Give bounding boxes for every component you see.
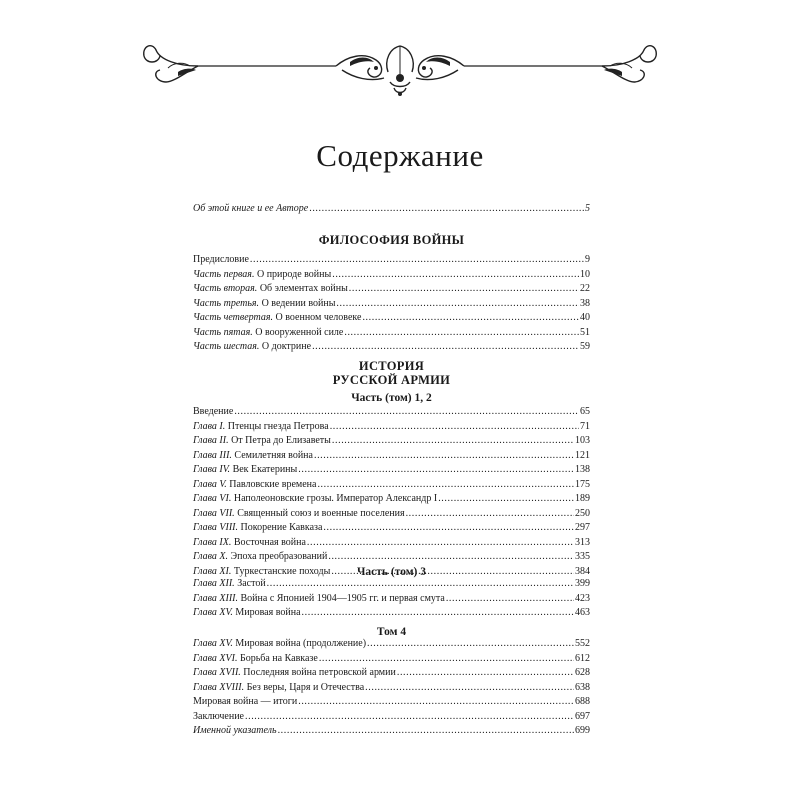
entry-page: 628 [575, 667, 590, 678]
subsection-title-part1: Часть (том) 1, 2 [351, 392, 432, 404]
dot-leader [309, 202, 584, 217]
toc-entry[interactable] [193, 282, 590, 297]
dot-leader [245, 710, 574, 725]
entry-label: Об этой книге и ее Авторе [193, 203, 309, 214]
entry-prefix: Глава I. [193, 420, 226, 432]
dot-leader [367, 637, 574, 652]
entry-label: Введение [193, 406, 234, 417]
entry-prefix: Глава XII. [193, 578, 235, 589]
entry-label: Семилетняя война [234, 449, 313, 461]
entry-page: 175 [575, 478, 590, 490]
entry-label: О ведении войны [261, 297, 336, 309]
toc-part3 [193, 577, 590, 621]
entry-page: 9 [585, 254, 590, 265]
dot-leader [298, 695, 574, 710]
entry-label: Именной указатель [193, 725, 277, 736]
entry-prefix: Глава VIII. [193, 522, 239, 533]
entry-label: Предисловие [193, 254, 249, 265]
entry-prefix: Часть четвертая. [193, 312, 274, 323]
toc-entry[interactable] [193, 253, 590, 268]
entry-page: 65 [580, 406, 590, 417]
entry-label: Об элементах войны [259, 283, 348, 294]
entry-label: О природе войны [256, 268, 332, 280]
toc-entry[interactable] [193, 507, 590, 522]
entry-label: Мировая война (продолжение) [235, 638, 367, 649]
dot-leader [302, 606, 574, 621]
toc-philosophy [193, 253, 590, 355]
entry-label: Мировая война [235, 607, 301, 618]
entry-label: О военном человеке [275, 312, 362, 323]
entry-page: 399 [575, 578, 590, 589]
dot-leader [446, 592, 574, 607]
entry-page: 423 [575, 592, 590, 604]
entry-label: Застой [237, 578, 266, 589]
entry-prefix: Глава XV. [193, 638, 233, 649]
dot-leader [278, 724, 574, 739]
toc-entry[interactable] [193, 478, 590, 493]
toc-entry[interactable] [193, 521, 590, 536]
entry-label: Без веры, Царя и Отечества [246, 681, 365, 693]
entry-prefix: Глава VII. [193, 507, 235, 519]
entry-prefix: Часть третья. [193, 297, 260, 309]
dot-leader [314, 449, 574, 464]
dot-leader [330, 420, 579, 435]
entry-label: Война с Японией 1904—1905 гг. и первая смута [240, 592, 445, 604]
entry-prefix: Глава XVIII. [193, 681, 245, 693]
entry-prefix: Глава V. [193, 478, 227, 490]
entry-prefix: Часть шестая. [193, 341, 260, 352]
subsection-title-tom4: Том 4 [376, 626, 407, 638]
toc-entry[interactable] [193, 652, 590, 667]
entry-label: Павловские времена [229, 478, 317, 490]
toc-entry[interactable] [193, 405, 590, 420]
toc-entry[interactable] [193, 202, 590, 217]
entry-page: 22 [580, 283, 590, 294]
entry-label: О вооруженной силе [255, 326, 344, 338]
dot-leader [397, 666, 574, 681]
entry-prefix: Часть вторая. [193, 283, 258, 294]
entry-page: 250 [575, 507, 590, 519]
toc-entry[interactable] [193, 550, 590, 565]
dot-leader [438, 492, 574, 507]
entry-label: От Петра до Елизаветы [231, 435, 331, 446]
entry-prefix: Глава X. [193, 551, 229, 562]
entry-page: 313 [575, 536, 590, 548]
entry-label: Покорение Кавказа [240, 522, 323, 533]
dot-leader [298, 463, 574, 478]
dot-leader [349, 282, 579, 297]
entry-page: 638 [575, 681, 590, 693]
toc-entry[interactable] [193, 637, 590, 652]
subsection-title-part3: Часть (том) 3 [356, 566, 427, 578]
entry-page: 463 [575, 607, 590, 618]
dot-leader [234, 405, 579, 420]
entry-label: Эпоха преобразований [230, 551, 328, 562]
toc-entry[interactable] [193, 340, 590, 355]
toc-entry[interactable] [193, 420, 590, 435]
decorative-ornament [138, 42, 662, 98]
entry-page: 71 [580, 420, 590, 432]
entry-prefix: Глава XIII. [193, 592, 239, 604]
entry-prefix: Глава VI. [193, 493, 232, 504]
entry-prefix: Глава XVII. [193, 667, 241, 678]
entry-page: 297 [575, 522, 590, 533]
entry-label: Священный союз и военные поселения [237, 507, 405, 519]
dot-leader [323, 521, 574, 536]
toc-entry[interactable] [193, 710, 590, 725]
toc-entry[interactable] [193, 681, 590, 696]
toc-intro [193, 202, 590, 217]
entry-prefix: Глава XI. [193, 565, 232, 577]
entry-prefix: Глава XV. [193, 607, 233, 618]
dot-leader [332, 268, 579, 283]
dot-leader [365, 681, 574, 696]
toc-entry[interactable] [193, 492, 590, 507]
dot-leader [319, 652, 574, 667]
toc-entry[interactable] [193, 666, 590, 681]
toc-entry[interactable] [193, 606, 590, 621]
section-title-history-line1: ИСТОРИЯ [358, 359, 425, 373]
toc-entry[interactable] [193, 434, 590, 449]
entry-label: Борьба на Кавказе [239, 652, 318, 664]
dot-leader [307, 536, 574, 551]
entry-prefix: Глава IX. [193, 536, 232, 548]
toc-part1 [193, 405, 590, 579]
entry-page: 699 [575, 725, 590, 736]
entry-label: Мировая война — итоги [193, 696, 298, 707]
entry-label: Наполеоновские грозы. Император Александр I [233, 493, 438, 504]
entry-prefix: Глава IV. [193, 464, 231, 475]
entry-page: 51 [580, 326, 590, 338]
entry-page: 697 [575, 710, 590, 722]
entry-label: Туркестанские походы [233, 565, 331, 577]
entry-label: Восточная война [233, 536, 306, 548]
entry-label: Век Екатерины [232, 464, 298, 475]
dot-leader [332, 434, 574, 449]
toc-entry[interactable] [193, 268, 590, 283]
toc-entry[interactable] [193, 724, 590, 739]
entry-page: 103 [575, 435, 590, 446]
entry-page: 138 [575, 464, 590, 475]
dot-leader [406, 507, 574, 522]
dot-leader [328, 550, 574, 565]
toc-entry[interactable] [193, 463, 590, 478]
entry-page: 335 [575, 551, 590, 562]
toc-entry[interactable] [193, 577, 590, 592]
entry-page: 384 [575, 565, 590, 577]
entry-page: 189 [575, 493, 590, 504]
dot-leader [336, 297, 579, 312]
entry-page: 688 [575, 696, 590, 707]
dot-leader [312, 340, 579, 355]
toc-entry[interactable] [193, 326, 590, 341]
entry-page: 38 [580, 297, 590, 309]
entry-page: 5 [585, 203, 590, 214]
page-title: Содержание [316, 138, 484, 173]
toc-entry[interactable] [193, 311, 590, 326]
entry-prefix: Глава XVI. [193, 652, 238, 664]
section-title-history-line2: РУССКОЙ АРМИИ [332, 373, 451, 387]
toc-tom4 [193, 637, 590, 724]
entry-page: 59 [580, 341, 590, 352]
toc-entry[interactable] [193, 695, 590, 710]
entry-label: Птенцы гнезда Петрова [227, 420, 329, 432]
entry-prefix: Часть пятая. [193, 326, 253, 338]
entry-label: Последняя война петровской армии [243, 667, 396, 678]
toc-entry[interactable] [193, 297, 590, 312]
toc-entry[interactable] [193, 536, 590, 551]
dot-leader [267, 577, 574, 592]
toc-entry[interactable] [193, 449, 590, 464]
toc-index [193, 724, 590, 739]
entry-page: 40 [580, 312, 590, 323]
entry-page: 121 [575, 449, 590, 461]
entry-page: 10 [580, 268, 590, 280]
dot-leader [344, 326, 579, 341]
dot-leader [250, 253, 584, 268]
entry-page: 552 [575, 638, 590, 649]
section-title-philosophy: ФИЛОСОФИЯ ВОЙНЫ [318, 233, 465, 247]
entry-prefix: Часть первая. [193, 268, 255, 280]
toc-entry[interactable] [193, 592, 590, 607]
entry-page: 612 [575, 652, 590, 664]
entry-prefix: Глава III. [193, 449, 232, 461]
dot-leader [317, 478, 574, 493]
dot-leader [362, 311, 579, 326]
entry-label: Заключение [193, 710, 244, 722]
entry-label: О доктрине [261, 341, 312, 352]
entry-prefix: Глава II. [193, 435, 229, 446]
